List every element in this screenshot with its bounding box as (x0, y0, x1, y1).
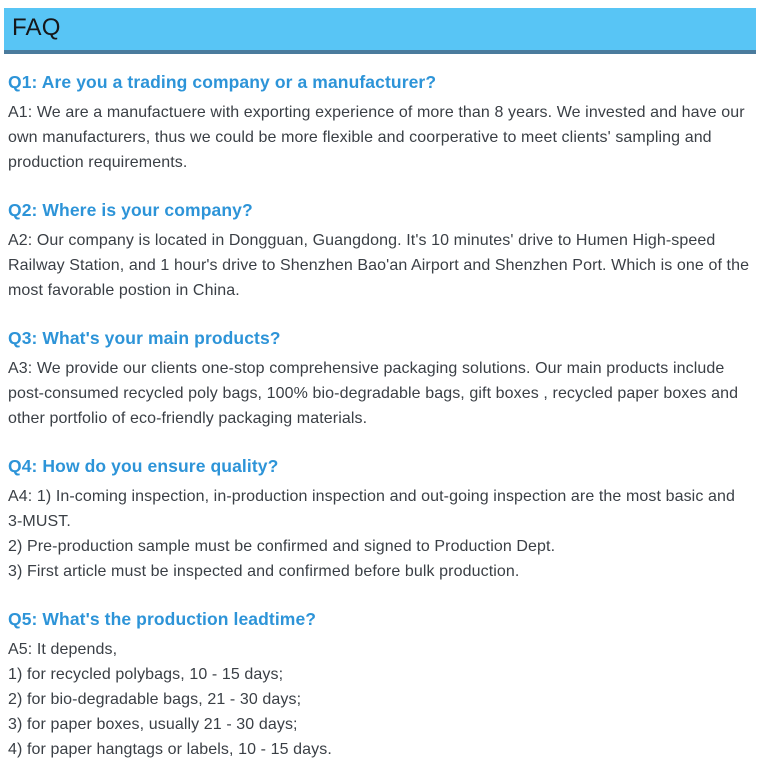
faq-answer-line: 3) First article must be inspected and confirmed before bulk production. (8, 563, 520, 580)
faq-answer (8, 356, 751, 431)
faq-list (0, 71, 765, 762)
faq-answer-line: 2) for bio-degradable bags, 21 - 30 days; (8, 691, 302, 708)
faq-item (8, 71, 751, 175)
faq-question: Q4: How do you ensure quality? (8, 456, 279, 476)
faq-answer (8, 228, 751, 303)
faq-answer-line: A1: We are a manufactuere with exporting experience of more than 8 years. We invested and have our own manufacturers, thus we could be more flexible and coorperative to meet clients' sampling and production requirements. (8, 104, 745, 171)
faq-answer-line: A4: 1) In-coming inspection, in-production inspection and out-going inspection are the most basic and 3-MUST. (8, 488, 735, 530)
faq-item (8, 455, 751, 584)
faq-answer-line: 3) for paper boxes, usually 21 - 30 days; (8, 716, 298, 733)
faq-answer-line: 4) for paper hangtags or labels, 10 - 15 days. (8, 741, 332, 758)
faq-answer-line: A5: It depends, (8, 641, 118, 658)
faq-item (8, 327, 751, 431)
faq-answer-line: A3: We provide our clients one-stop comprehensive packaging solutions. Our main products include post-consumed recycled poly bags, 100% bio-degradable bags, gift boxes , recycled paper boxes and other portfolio of eco-friendly packaging materials. (8, 360, 739, 427)
faq-page (0, 8, 765, 756)
faq-answer (8, 484, 751, 584)
faq-section-header (4, 8, 756, 54)
faq-item (8, 199, 751, 303)
faq-answer-line: 2) Pre-production sample must be confirmed and signed to Production Dept. (8, 538, 556, 555)
faq-question: Q5: What's the production leadtime? (8, 609, 317, 629)
faq-answer-line: A2: Our company is located in Dongguan, Guangdong. It's 10 minutes' drive to Humen High-speed Railway Station, and 1 hour's drive to Shenzhen Bao'an Airport and Shenzhen Port. Which is one of the most favorable postion in China. (8, 232, 750, 299)
faq-answer (8, 637, 751, 762)
faq-section-title: FAQ (12, 14, 61, 41)
faq-question: Q2: Where is your company? (8, 200, 253, 220)
faq-answer (8, 100, 751, 175)
faq-question: Q3: What's your main products? (8, 328, 281, 348)
faq-question: Q1: Are you a trading company or a manufacturer? (8, 72, 437, 92)
faq-answer-line: 1) for recycled polybags, 10 - 15 days; (8, 666, 284, 683)
faq-item (8, 608, 751, 762)
